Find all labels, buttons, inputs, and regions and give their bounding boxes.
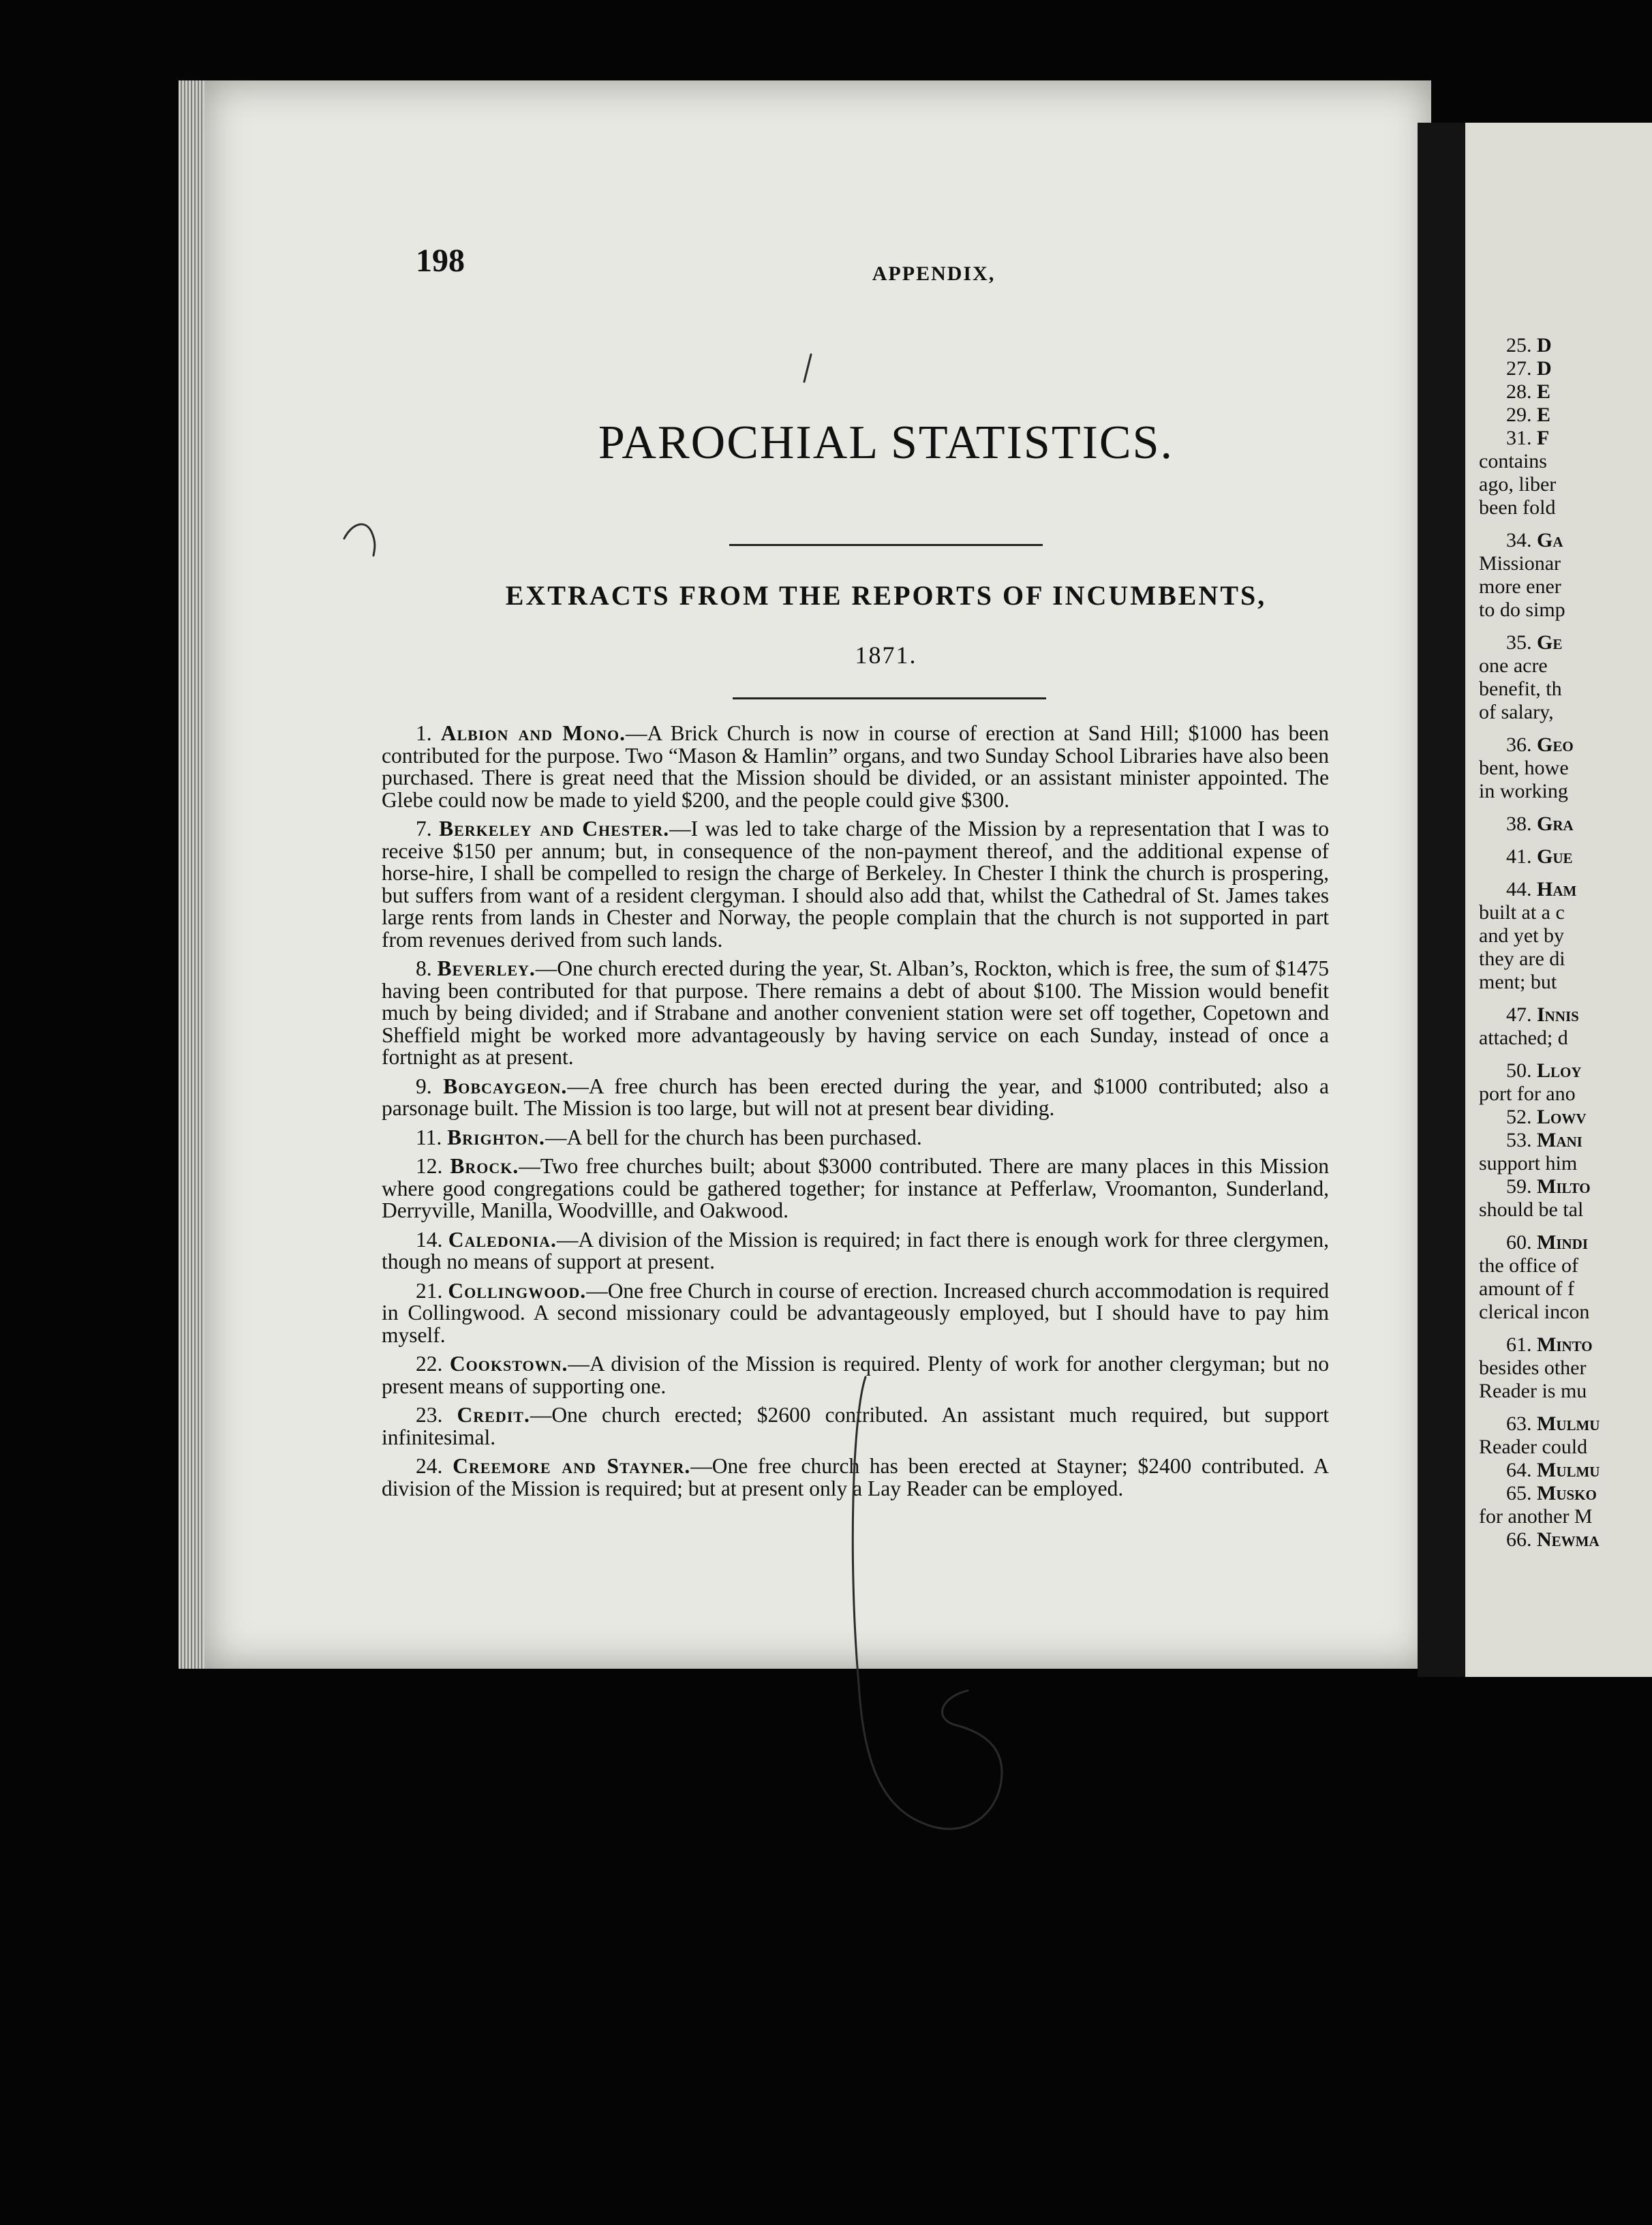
report-entry — [382, 1155, 1329, 1222]
right-page-entry-start — [1479, 1129, 1652, 1152]
entry-number: 11. — [416, 1125, 448, 1149]
right-page-text-line: Missionar — [1479, 552, 1561, 575]
entry-text: —Two free churches built; about $3000 contributed. There are many places in this Mission where good congregations could be gathered together; for instance at Pefferlaw, Vroomanton, Sunderland, Derryville, Manilla, Woodvillle, and Oakwood. — [382, 1154, 1329, 1222]
entry-parish-name: Mindi — [1537, 1231, 1588, 1254]
entry-parish-name: Gra — [1537, 813, 1574, 835]
entry-text: —One free church has been erected at Stayner; $2400 contributed. A division of the Mission is required; but at present only a Lay Reader can be employed. — [382, 1454, 1329, 1500]
entry-text: —A free church has been erected during the year, and $1000 contributed; also a parsonage built. The Mission is too large, but will not at present bear dividing. — [382, 1074, 1329, 1120]
right-page-gap — [1479, 994, 1652, 1003]
right-page-entry-start — [1479, 1175, 1652, 1198]
page-title: PAROCHIAL STATISTICS. — [598, 417, 1174, 469]
right-page-gap — [1479, 1403, 1652, 1412]
right-page-gap — [1479, 1222, 1652, 1231]
entry-parish-name: Geo — [1537, 733, 1574, 756]
entry-parish-name: Gue — [1537, 845, 1573, 868]
right-page-text-line: and yet by — [1479, 924, 1564, 947]
right-page-text-line: ago, liber — [1479, 473, 1557, 496]
entry-parish-name: Creemore and Stayner. — [453, 1454, 691, 1478]
right-page-entry-start — [1479, 1482, 1652, 1505]
right-page-entry-start — [1479, 733, 1652, 757]
entry-number: 25. — [1506, 334, 1537, 357]
entry-parish-name: Caledonia. — [448, 1227, 557, 1252]
entry-text: —A Brick Church is now in course of erection at Sand Hill; $1000 has been contributed for the purpose. Two “Mason & Hamlin” organs, and two Sunday School Libraries have also been purchased. There is great need that the Mission should be divided, or an assistant minister appointed. The Glebe could now be made to yield $200, and the people could give $300. — [382, 721, 1330, 812]
entry-number: 47. — [1506, 1003, 1537, 1026]
report-entry — [382, 1229, 1329, 1273]
entry-number: 61. — [1506, 1333, 1537, 1356]
right-page-text-line: ment; but — [1479, 971, 1557, 993]
right-page-entry-start — [1479, 1412, 1652, 1436]
entry-text: —A bell for the church has been purchased. — [545, 1125, 922, 1149]
right-page-text-line: in working — [1479, 780, 1568, 802]
report-entry — [382, 1404, 1329, 1449]
right-page-entry-start — [1479, 878, 1652, 901]
book-gutter — [1418, 123, 1472, 1677]
entry-number: 22. — [416, 1352, 450, 1376]
right-page-entry-start — [1479, 1528, 1652, 1552]
entry-number: 44. — [1506, 878, 1537, 900]
right-page-entry-start — [1479, 631, 1652, 654]
right-page-entry-start — [1479, 813, 1652, 836]
entry-parish-name: Ham — [1537, 878, 1577, 900]
entry-parish-name: Credit. — [457, 1403, 530, 1427]
report-body — [382, 723, 1329, 1507]
report-entry — [382, 818, 1329, 951]
entry-number: 27. — [1506, 357, 1537, 380]
entry-text: —A division of the Mission is required. Plenty of work for another clergyman; but no present means of supporting one. — [382, 1352, 1329, 1398]
report-entry — [382, 1455, 1329, 1500]
entry-parish-name: Brighton. — [447, 1125, 545, 1149]
entry-number: 50. — [1506, 1059, 1537, 1082]
right-page-entry-start — [1479, 1059, 1652, 1083]
right-page-text-line: built at a c — [1479, 901, 1565, 924]
right-page-text-line: bent, howe — [1479, 757, 1569, 779]
right-page-gap — [1479, 622, 1652, 631]
right-page-text-line: Reader could — [1479, 1436, 1588, 1458]
entry-parish-name: Milto — [1537, 1175, 1591, 1198]
right-page-entry-start — [1479, 404, 1652, 427]
entry-number: 52. — [1506, 1106, 1537, 1128]
right-page-text-line: support him — [1479, 1152, 1578, 1175]
right-page-text-line: amount of f — [1479, 1277, 1574, 1300]
entry-number: 60. — [1506, 1231, 1537, 1254]
right-page-entry-start — [1479, 1459, 1652, 1482]
report-entry — [382, 723, 1329, 811]
running-head: APPENDIX, — [872, 262, 996, 285]
right-page-entry-start — [1479, 1003, 1652, 1027]
report-entry — [382, 1280, 1329, 1347]
entry-number: 29. — [1506, 404, 1537, 426]
entry-parish-name: Newma — [1537, 1528, 1600, 1551]
entry-number: 31. — [1506, 427, 1537, 449]
right-page-text-line: one acre — [1479, 654, 1548, 677]
entry-number: 12. — [416, 1154, 450, 1178]
right-page-text-line: for another M — [1479, 1505, 1593, 1528]
entry-number: 63. — [1506, 1412, 1537, 1435]
entry-number: 35. — [1506, 631, 1537, 654]
right-page-text-line: of salary, — [1479, 701, 1554, 723]
entry-parish-name: F — [1537, 427, 1550, 449]
entry-parish-name: Cookstown. — [449, 1352, 568, 1376]
right-page-text-line: they are di — [1479, 948, 1565, 970]
entry-parish-name: Albion and Mono. — [440, 721, 626, 745]
right-page — [1465, 123, 1652, 1677]
entry-parish-name: Mulmu — [1537, 1412, 1600, 1435]
right-page-entry-start — [1479, 380, 1652, 404]
entry-parish-name: Mulmu — [1537, 1459, 1600, 1481]
right-page-entry-start — [1479, 1333, 1652, 1357]
page-edge — [179, 80, 204, 1669]
entry-number: 21. — [416, 1278, 448, 1303]
report-entry — [382, 958, 1329, 1069]
right-page-entry-start — [1479, 845, 1652, 868]
entry-number: 41. — [1506, 845, 1537, 868]
report-year: 1871. — [855, 641, 917, 669]
entry-parish-name: Bobcaygeon. — [443, 1074, 568, 1098]
right-page-gap — [1479, 724, 1652, 733]
entry-text: —I was led to take charge of the Mission by a representation that I was to receive $150 per annum; but, in consequence of the non-payment thereof, and the additional expense of horse-hire, I shall be compelled to resign the charge of Berkeley. In Chester I think the church is prospering, but suffers from want of a resident clergyman. I should also add that, whilst the Cathedral of St. James takes large rents from lands in Chester and Norway, the people complain that the church is not supported in part from revenues derived from such lands. — [382, 817, 1330, 952]
entry-text: —One church erected; $2600 contributed. An assistant much required, but support infinitesimal. — [382, 1403, 1329, 1449]
entry-number: 23. — [416, 1403, 457, 1427]
right-page-text-line: the office of — [1479, 1254, 1579, 1277]
entry-parish-name: Brock. — [450, 1154, 519, 1178]
entry-number: 28. — [1506, 380, 1537, 403]
title-rule — [729, 544, 1043, 546]
right-page-entry-start — [1479, 1106, 1652, 1129]
entry-number: 65. — [1506, 1482, 1537, 1504]
section-subtitle: EXTRACTS FROM THE REPORTS OF INCUMBENTS, — [505, 580, 1267, 611]
right-page-text-line: more ener — [1479, 575, 1561, 598]
right-page-gap — [1479, 519, 1652, 529]
entry-parish-name: Musko — [1537, 1482, 1597, 1504]
entry-number: 7. — [416, 817, 440, 841]
entry-number: 66. — [1506, 1528, 1537, 1551]
entry-parish-name: Berkeley and Chester. — [439, 817, 670, 841]
report-entry — [382, 1127, 1329, 1149]
entry-number: 34. — [1506, 529, 1537, 551]
entry-parish-name: Lloy — [1537, 1059, 1582, 1082]
right-page-text-line: clerical incon — [1479, 1301, 1590, 1323]
right-page-entry-start — [1479, 334, 1652, 357]
right-page-entry-start — [1479, 1231, 1652, 1254]
entry-text: —A division of the Mission is required; in fact there is enough work for three clergymen, though no means of support at present. — [382, 1227, 1330, 1273]
right-page-text — [1479, 334, 1652, 1552]
report-entry — [382, 1353, 1329, 1397]
report-entry — [382, 1076, 1329, 1120]
right-page-text-line: been fold — [1479, 496, 1556, 519]
entry-parish-name: Minto — [1537, 1333, 1593, 1356]
entry-number: 8. — [416, 956, 438, 980]
entry-number: 14. — [416, 1227, 448, 1252]
entry-parish-name: Ga — [1537, 529, 1563, 551]
entry-number: 24. — [416, 1454, 453, 1478]
entry-text: —One church erected during the year, St. Alban’s, Rockton, which is free, the sum of $1475 having been contributed for that purpose. There remains a debt of about $100. The Mission would benefit much by being divided; and if Strabane and another convenient station were set off together, Copetown and Sheffield might be worked more advantageously by having service on each Sunday, instead of once a fortnight as at present. — [382, 956, 1330, 1069]
entry-number: 1. — [416, 721, 441, 745]
right-page-text-line: attached; d — [1479, 1027, 1568, 1049]
page-number: 198 — [416, 243, 465, 279]
entry-parish-name: Beverley. — [437, 956, 536, 980]
right-page-gap — [1479, 1050, 1652, 1059]
entry-number: 9. — [416, 1074, 444, 1098]
year-rule — [733, 697, 1046, 699]
right-page-entry-start — [1479, 427, 1652, 450]
entry-parish-name: E — [1537, 380, 1551, 403]
right-page-gap — [1479, 803, 1652, 813]
right-page-text-line: to do simp — [1479, 599, 1565, 621]
entry-number: 36. — [1506, 733, 1537, 756]
right-page-entry-start — [1479, 357, 1652, 380]
entry-number: 64. — [1506, 1459, 1537, 1481]
entry-parish-name: Mani — [1537, 1129, 1582, 1151]
right-page-text-line: port for ano — [1479, 1083, 1576, 1105]
right-page-entry-start — [1479, 529, 1652, 552]
right-page-text-line: contains — [1479, 450, 1547, 472]
right-page-text-line: Reader is mu — [1479, 1380, 1587, 1402]
entry-number: 53. — [1506, 1129, 1537, 1151]
entry-parish-name: E — [1537, 404, 1551, 426]
entry-parish-name: Ge — [1537, 631, 1563, 654]
right-page-text-line: benefit, th — [1479, 678, 1562, 700]
entry-parish-name: Collingwood. — [448, 1278, 587, 1303]
entry-text: —One free Church in course of erection. Increased church accommodation is required in Collingwood. A second missionary could be advantageously employed, but I should have to pay him myself. — [382, 1278, 1330, 1347]
entry-number: 59. — [1506, 1175, 1537, 1198]
entry-parish-name: Innis — [1537, 1003, 1579, 1026]
entry-parish-name: Lowv — [1537, 1106, 1587, 1128]
right-page-gap — [1479, 868, 1652, 878]
entry-number: 38. — [1506, 813, 1537, 835]
right-page-gap — [1479, 1324, 1652, 1333]
right-page-text-line: besides other — [1479, 1357, 1587, 1379]
entry-parish-name: D — [1537, 357, 1552, 380]
right-page-text-line: should be tal — [1479, 1198, 1584, 1221]
entry-parish-name: D — [1537, 334, 1552, 357]
right-page-gap — [1479, 836, 1652, 845]
